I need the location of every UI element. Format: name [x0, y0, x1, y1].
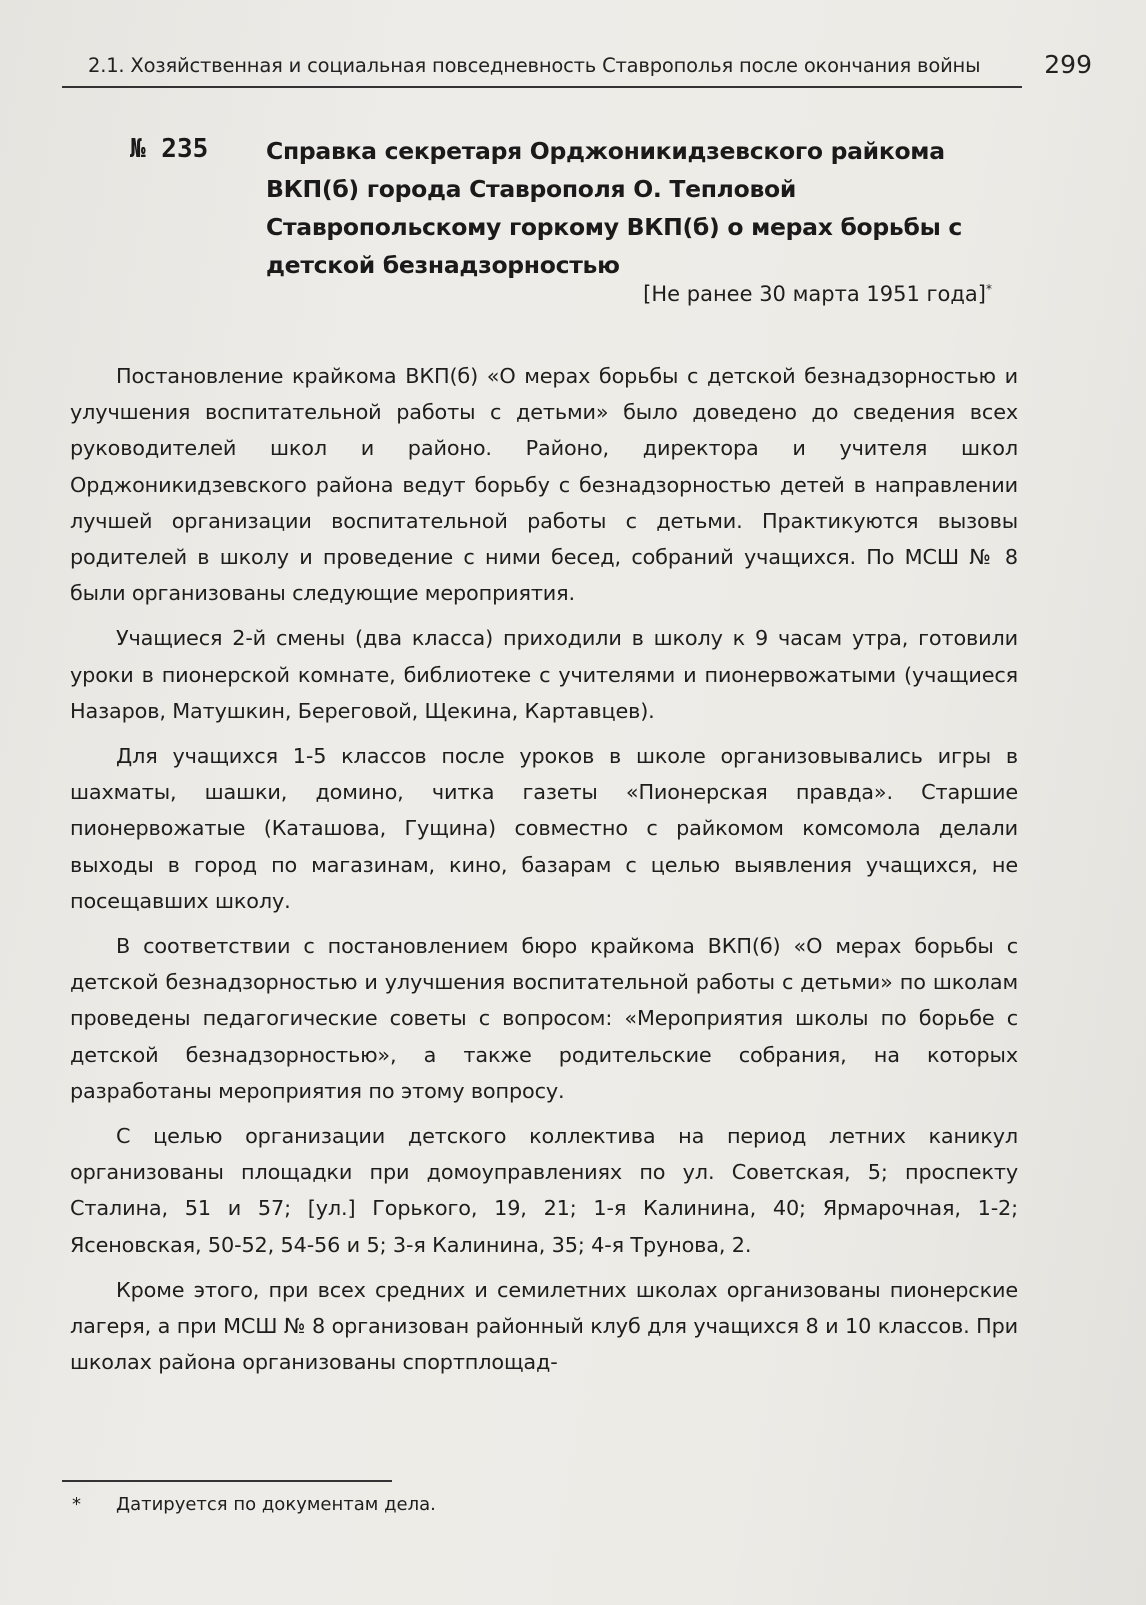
footnote-mark: * [72, 1494, 81, 1515]
header-rule [62, 86, 1022, 88]
paragraph: Для учащихся 1-5 классов после уроков в школе организовывались игры в шахматы, шашки, домино, читка газеты «Пионерская правда». Старшие пионервожатые (Каташова, Гущина) совместно с райкомом комсомола делали выходы в город по магазинам, кино, базарам с целью выявления учащихся, не посещавших школу. [70, 744, 1018, 913]
page-number: 299 [1044, 50, 1092, 79]
document-title: Справка секретаря Орджоникидзевского райкома ВКП(б) города Ставрополя О. Тепловой Ставропольскому горкому ВКП(б) о мерах борьбы с детской безнадзорностью [266, 137, 963, 279]
document-number: № 235 [130, 134, 209, 164]
footnote [72, 1494, 436, 1515]
running-header [62, 44, 1112, 90]
paragraph: Кроме этого, при всех средних и семилетних школах организованы пионерские лагеря, а при МСШ № 8 организован районный клуб для учащихся 8 и 10 классов. При школах района организованы спортплощад- [70, 1277, 1018, 1375]
paragraph: Учащиеся 2-й смены (два класса) приходили в школу к 9 часам утра, готовили уроки в пионерской комнате, библиотеке с учителями и пионервожатыми (учащиеся Назаров, Матушкин, Береговой, Щекина, Картавцев). [70, 626, 1018, 723]
running-title: 2.1. Хозяйственная и социальная повседневность Ставрополья после окончания войны [88, 54, 981, 77]
footnote-reference: * [986, 282, 992, 296]
paragraph: С целью организации детского коллектива на период летних каникул организованы площадки при домоуправлениях по ул. Советская, 5; проспекту Сталина, 51 и 57; [ул.] Горького, 19, 21; 1-я Калинина, 40; Ярмарочная, 1-2; Ясеновская, 50-52, 54-56 и 5; 3-я Калинина, 35; 4-я Трунова, 2. [70, 1124, 1018, 1257]
document-date-text: [Не ранее 30 марта 1951 года] [643, 282, 986, 306]
footnote-text: Датируется по документам дела. [116, 1494, 436, 1515]
footnote-rule [62, 1480, 392, 1482]
document-body [70, 358, 1018, 1389]
paragraph: Постановление крайкома ВКП(б) «О мерах борьбы с детской безнадзорностью и улучшения воспитательной работы с детьми» было доведено до сведения всех руководителей школ и районо. Районо, директора и учителя школ Орджоникидзевского района ведут борьбу с безнадзорностью детей в направлении лучшей организации воспитательной работы с детьми. Практикуются вызовы родителей в школу и проведение с ними бесед, собраний учащихся. По МСШ № 8 были организованы следующие мероприятия. [70, 364, 1018, 606]
paragraph: В соответствии с постановлением бюро крайкома ВКП(б) «О мерах борьбы с детской безнадзорностью и улучшения воспитательной работы с детьми» по школам проведены педагогические советы с вопросом: «Мероприятия школы по борьбе с детской безнадзорностью», а также родительские собрания, на которых разработаны мероприятия по этому вопросу. [70, 934, 1018, 1103]
document-date [643, 282, 992, 306]
